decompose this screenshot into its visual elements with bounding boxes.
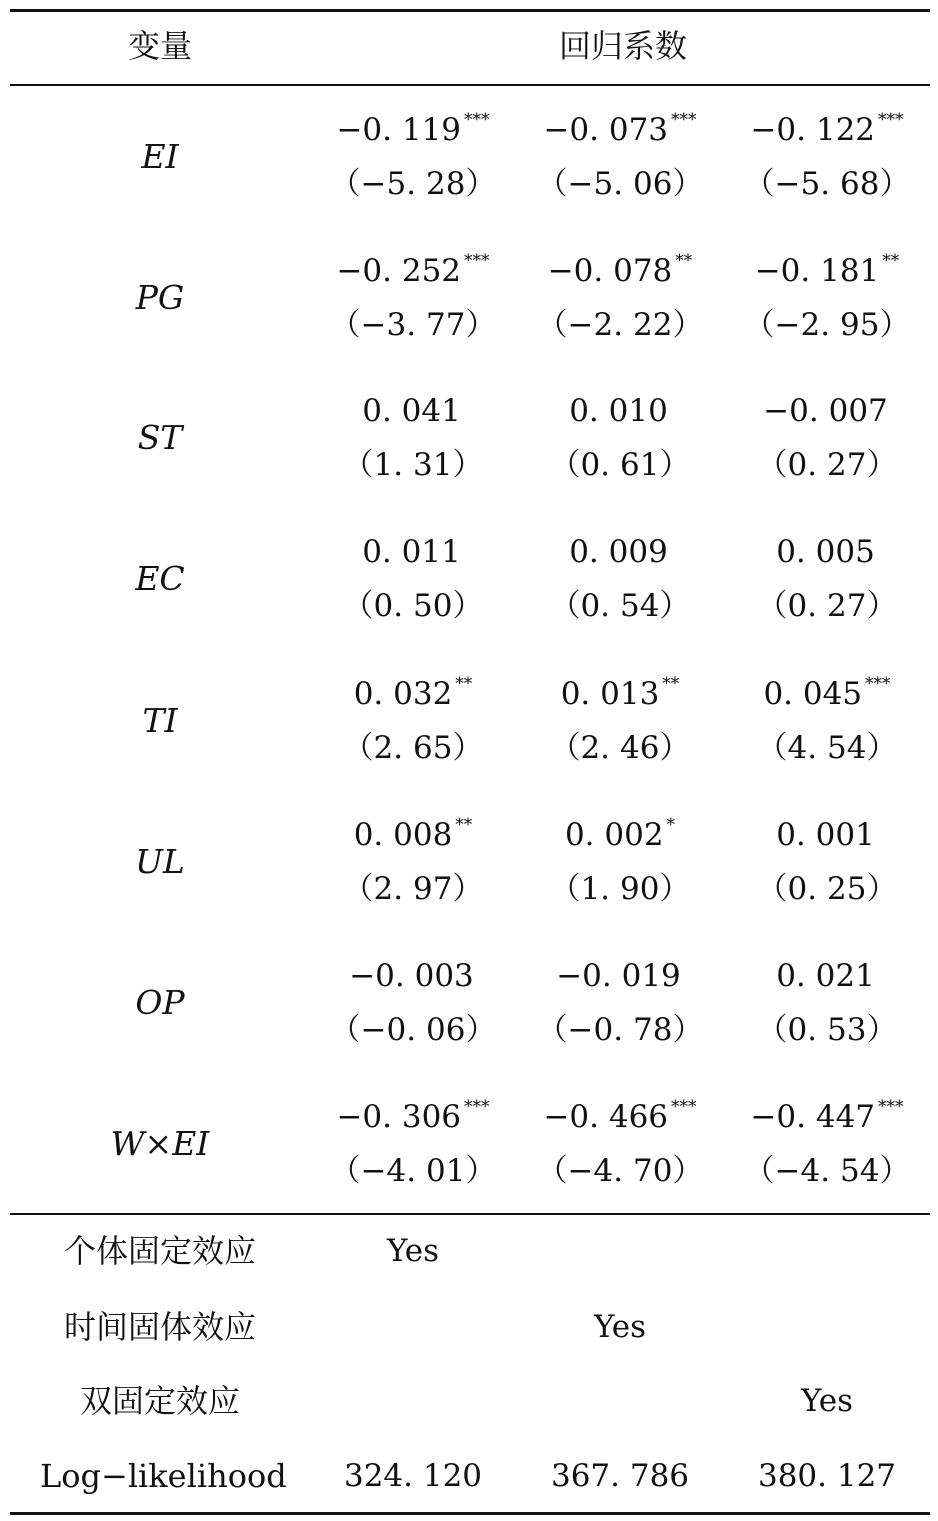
coef-cell: −0. 447 *** xyxy=(750,1096,904,1135)
log-likelihood-value: 367. 786 xyxy=(550,1458,690,1494)
coef-cell: 0. 032 ** xyxy=(353,673,473,712)
coef-cell: 0. 010 xyxy=(569,393,668,429)
coef-cell: −0. 181 ** xyxy=(754,250,900,289)
t-stat-cell: （1. 31） xyxy=(342,447,484,483)
t-stat-cell: （−5. 68） xyxy=(743,166,911,202)
coef-cell: −0. 252 *** xyxy=(336,250,490,289)
log-likelihood-value: 380. 127 xyxy=(757,1458,897,1494)
table-bottom-rule xyxy=(10,1512,930,1515)
t-stat-cell: （−4. 70） xyxy=(536,1153,704,1189)
fixed-effect-value: Yes xyxy=(800,1383,854,1419)
t-stat-cell: （2. 46） xyxy=(549,730,691,766)
table-top-rule xyxy=(10,9,930,12)
coef-cell: 0. 011 xyxy=(362,534,461,570)
t-stat-cell: （1. 90） xyxy=(549,871,691,907)
coef-cell: 0. 021 xyxy=(776,958,875,994)
coefficients-header: 回归系数 xyxy=(558,27,687,65)
variable-name: EC xyxy=(135,559,185,598)
t-stat-cell: （−2. 95） xyxy=(743,307,911,343)
t-stat-cell: （−5. 06） xyxy=(536,166,704,202)
header-rule xyxy=(10,84,930,86)
coef-cell: −0. 007 xyxy=(763,393,888,429)
coef-cell: 0. 045 *** xyxy=(763,673,891,712)
t-stat-cell: （−5. 28） xyxy=(329,166,497,202)
variable-name: ST xyxy=(137,418,183,457)
t-stat-cell: （−0. 06） xyxy=(329,1012,497,1048)
coef-cell: −0. 019 xyxy=(556,958,681,994)
two-way-fixed-effect-label: 双固定效应 xyxy=(79,1382,240,1420)
coef-cell: −0. 122 *** xyxy=(750,109,904,148)
coef-cell: −0. 078 ** xyxy=(547,250,693,289)
variable-name: TI xyxy=(142,701,178,740)
t-stat-cell: （4. 54） xyxy=(756,730,898,766)
log-likelihood-value: 324. 120 xyxy=(343,1458,483,1494)
coef-cell: 0. 009 xyxy=(569,534,668,570)
variable-name: OP xyxy=(135,983,185,1022)
coef-cell: 0. 041 xyxy=(362,393,461,429)
t-stat-cell: （2. 65） xyxy=(342,730,484,766)
t-stat-cell: （0. 53） xyxy=(756,1012,898,1048)
coef-cell: −0. 073 *** xyxy=(543,109,697,148)
t-stat-cell: （−3. 77） xyxy=(329,307,497,343)
coef-cell: −0. 119 *** xyxy=(336,109,490,148)
time-fixed-effect-label: 时间固体效应 xyxy=(63,1308,256,1346)
t-stat-cell: （0. 61） xyxy=(549,447,691,483)
t-stat-cell: （0. 50） xyxy=(342,588,484,624)
t-stat-cell: （−4. 01） xyxy=(329,1153,497,1189)
section-rule xyxy=(10,1213,930,1215)
coef-cell: −0. 306 *** xyxy=(336,1096,490,1135)
t-stat-cell: （0. 27） xyxy=(756,588,898,624)
variable-name: EI xyxy=(141,137,179,176)
variable-header: 变量 xyxy=(127,27,192,65)
coef-cell: 0. 008 ** xyxy=(353,814,473,853)
t-stat-cell: （0. 54） xyxy=(549,588,691,624)
t-stat-cell: （−2. 22） xyxy=(536,307,704,343)
t-stat-cell: （−0. 78） xyxy=(536,1012,704,1048)
variable-name: W×EI xyxy=(110,1124,210,1163)
fixed-effect-value: Yes xyxy=(386,1233,440,1269)
log-likelihood-label: Log−likelihood xyxy=(40,1457,287,1495)
coef-cell: 0. 013 ** xyxy=(560,673,680,712)
variable-name: UL xyxy=(135,842,185,881)
individual-fixed-effect-label: 个体固定效应 xyxy=(63,1232,256,1270)
t-stat-cell: （0. 27） xyxy=(756,447,898,483)
coef-cell: 0. 002 * xyxy=(564,814,676,853)
coef-cell: 0. 005 xyxy=(776,534,875,570)
t-stat-cell: （−4. 54） xyxy=(743,1153,911,1189)
t-stat-cell: （2. 97） xyxy=(342,871,484,907)
fixed-effect-value: Yes xyxy=(593,1309,647,1345)
variable-name: PG xyxy=(135,278,185,317)
coef-cell: −0. 466 *** xyxy=(543,1096,697,1135)
coef-cell: −0. 003 xyxy=(349,958,474,994)
t-stat-cell: （0. 25） xyxy=(756,871,898,907)
coef-cell: 0. 001 xyxy=(776,817,875,853)
